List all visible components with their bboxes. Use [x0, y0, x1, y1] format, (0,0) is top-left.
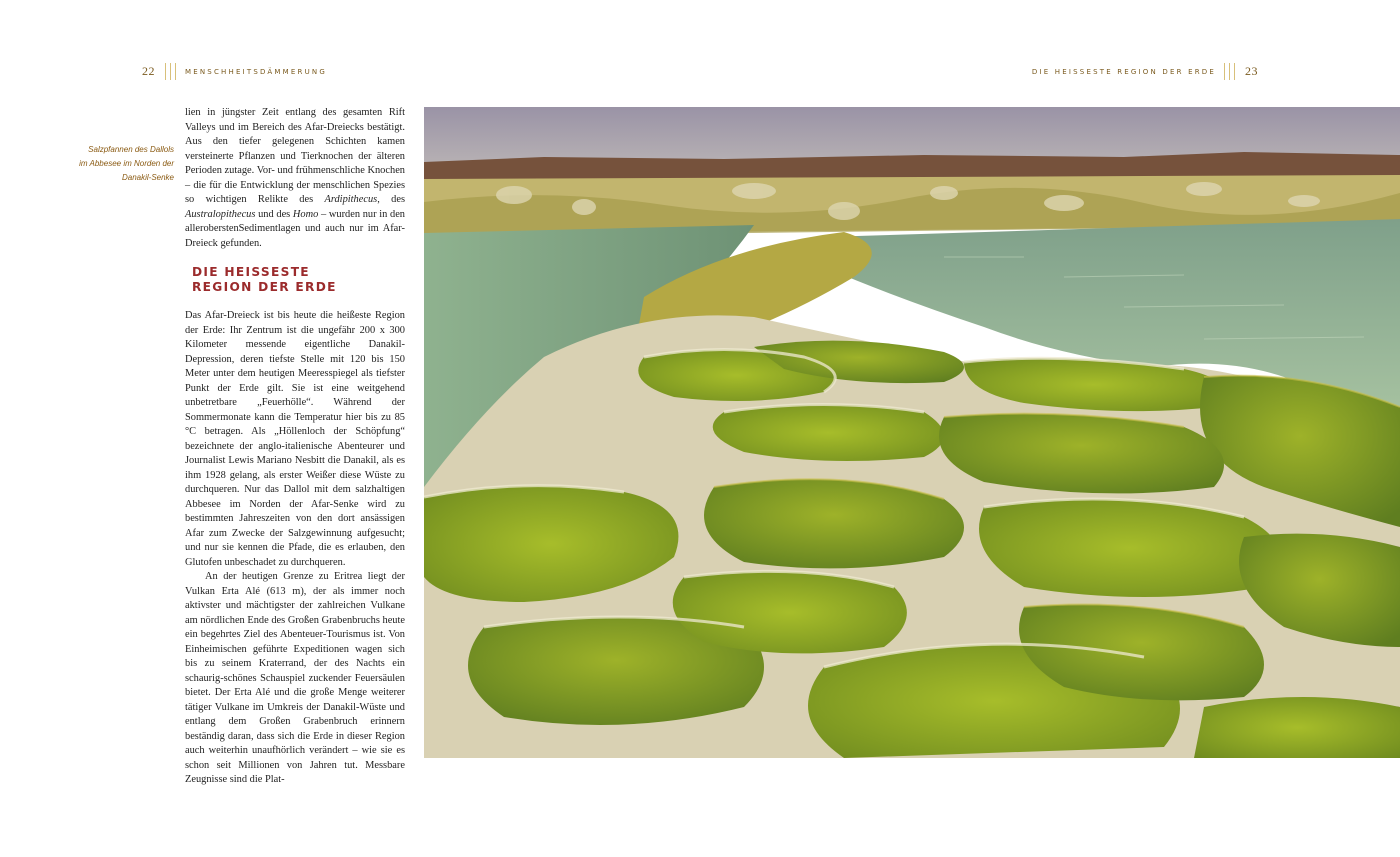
page-number-right: 23: [1245, 64, 1258, 78]
caption-line: im Abbesee im Norden der: [79, 159, 174, 169]
divider-rule: [175, 63, 176, 80]
body-column-bottom: [185, 309, 405, 788]
dallol-salt-pans-photo: [424, 107, 1400, 758]
caption-line: Danakil-Senke: [121, 173, 174, 183]
running-head-right: DIE HEISSESTE REGION DER ERDE: [1031, 68, 1216, 76]
body-paragraph: An der heutigen Grenze zu Eritrea liegt der Vulkan Erta Alé (613 m), der als immer noch aktivster und mächtigster der zahlreichen Vulkane am nördlichen Ende des Großen Grabenbruchs heute ein begehrtes Ziel des Abenteuer-Tourismus ist. Von Einheimischen geführte Expeditionen wagen sich bis zu seinem Kraterrand, der des Nachts ein schaurig-schönes Schauspiel zuckender Feuersäulen bietet. Der Erta Alé und die große Menge weiterer tätiger Vulkane im Umkreis der Danakil-Wüste und entlang dem Großen Grabenbruch erinnern beständig daran, dass sich die Erde in dieser Region auch weiterhin unaufhörlich verändert – wie sie es schon seit Millionen von Jahren tut. Messbare Zeugnisse sind die Plat-: [185, 571, 405, 785]
caption-line: Salzpfannen des Dallols: [88, 145, 174, 154]
divider-rule: [1224, 63, 1225, 80]
divider-rule: [165, 63, 166, 80]
body-column-top: [185, 106, 405, 251]
divider-rule: [170, 63, 171, 80]
divider-rule: [1234, 63, 1235, 80]
photo-illustration: [424, 107, 1400, 758]
body-paragraph: lien in jüngster Zeit entlang des gesamten Rift Valleys und im Bereich des Afar-Dreiecks bestätigt. Aus den tiefer gelegenen Schichten kamen versteinerte Pflanzen und Tierknochen der älteren Perioden zutage. Vor- und frühmenschliche Knochen – die für die Entwicklung der menschlichen Spezies so wichtigen Relikte des Ardipithecus, des Australopithecus und des Homo – wurden nur in den alleroberstenSedimentlagen und auch nur im Afar-Dreieck gefunden.: [185, 107, 406, 249]
photo-caption: [60, 143, 174, 186]
divider-rule: [1229, 63, 1230, 80]
running-head-left: MENSCHHEITSDÄMMERUNG: [185, 68, 327, 76]
section-heading: DIE HEISSESTE REGION DER ERDE: [192, 265, 337, 294]
page-number-left: 22: [142, 64, 155, 78]
body-paragraph: Das Afar-Dreieck ist bis heute die heißeste Region der Erde: Ihr Zentrum ist die ungefähr 200 x 300 Kilometer messende eigentliche Danakil-Depression, deren tiefste Stelle mit 120 bis 150 Meter unter dem heutigen Meeresspiegel als tiefster Punkt der Erde gilt. Sie ist eine weitgehend unbetretbare „Feuerhölle“. Während der Sommermonate kann die Temperatur hier bis zu 85 °C betragen. Als „Höllenloch der Schöpfung“ bezeichnete der anglo-italienische Abenteurer und Journalist Lewis Mariano Nesbitt die Danakil, als es ihm 1928 gelang, als erster Weißer diese Wüste zu durchqueren. Nur das Dallol mit dem salzhaltigen Abbesee im Norden der Afar-Senke wird zu bestimmten Jahreszeiten von den dort ansässigen Afar zum Zwecke der Salzgewinnung aufgesucht; und nur sie kennen die Pfade, die es erlauben, den Glutofen unbeschadet zu durchqueren.: [185, 310, 405, 568]
